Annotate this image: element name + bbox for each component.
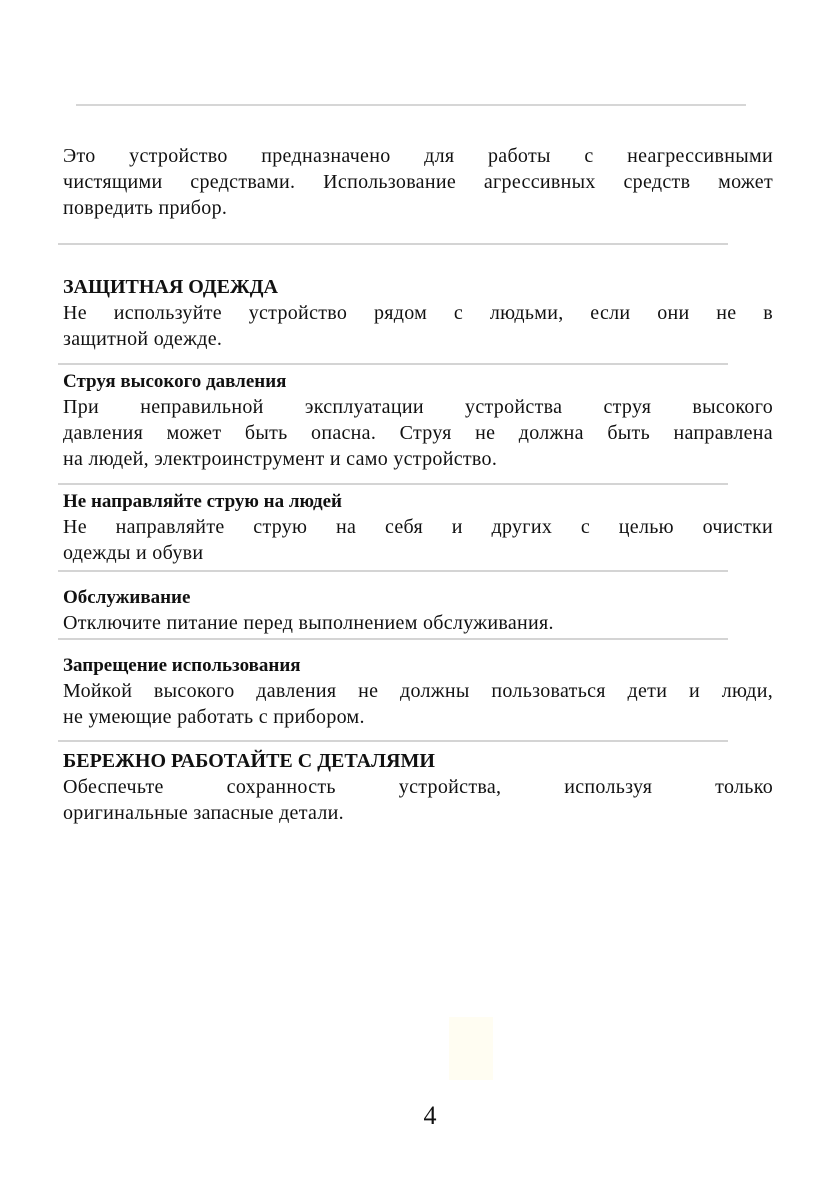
section-line-2: одежды и обуви (63, 542, 204, 564)
section-line-2: оригинальные запасные детали. (63, 802, 344, 824)
section-line-3: на людей, электроинструмент и само устройство. (63, 448, 498, 470)
page-number: 4 (423, 1101, 437, 1130)
section-title: БЕРЕЖНО РАБОТАЙТЕ С ДЕТАЛЯМИ (63, 750, 435, 772)
section-line-1: При неправильной эксплуатации устройства струя высокого (63, 396, 773, 418)
section-divider (58, 740, 728, 742)
section-title: Не направляйте струю на людей (63, 491, 342, 512)
section-do-not-aim (63, 490, 773, 566)
section-protective-clothing (63, 274, 773, 352)
section-line-2: защитной одежде. (63, 328, 223, 350)
intro-line-2: чистящими средствами. Использование агрессивных средств может (63, 171, 773, 193)
intro-paragraph (63, 143, 773, 221)
section-divider (58, 363, 728, 365)
section-divider (58, 483, 728, 485)
intro-line-3: повредить прибор. (63, 197, 228, 219)
section-maintenance (63, 586, 773, 636)
page-number-highlight (449, 1017, 493, 1080)
section-line-1: Мойкой высокого давления не должны пользоваться дети и люди, (63, 680, 773, 702)
section-line-2: давления может быть опасна. Струя не должна быть направлена (63, 422, 773, 444)
top-divider (76, 104, 746, 106)
section-title: Запрещение использования (63, 655, 301, 676)
section-line-1: Отключите питание перед выполнением обслуживания. (63, 612, 554, 634)
section-high-pressure-jet (63, 370, 773, 472)
section-line-1: Не используйте устройство рядом с людьми, если они не в (63, 302, 773, 324)
section-title: Струя высокого давления (63, 371, 287, 392)
section-line-2: не умеющие работать с прибором. (63, 706, 365, 728)
section-line-1: Обеспечьте сохранность устройства, используя только (63, 776, 773, 798)
section-careful-parts (63, 748, 773, 826)
section-divider (58, 243, 728, 245)
intro-line-1: Это устройство предназначено для работы с неагрессивными (63, 145, 773, 167)
section-title: Обслуживание (63, 587, 191, 608)
section-line-1: Не направляйте струю на себя и других с целью очистки (63, 516, 773, 538)
section-title: ЗАЩИТНАЯ ОДЕЖДА (63, 276, 278, 298)
section-usage-ban (63, 654, 773, 730)
section-divider (58, 570, 728, 572)
section-divider (58, 638, 728, 640)
